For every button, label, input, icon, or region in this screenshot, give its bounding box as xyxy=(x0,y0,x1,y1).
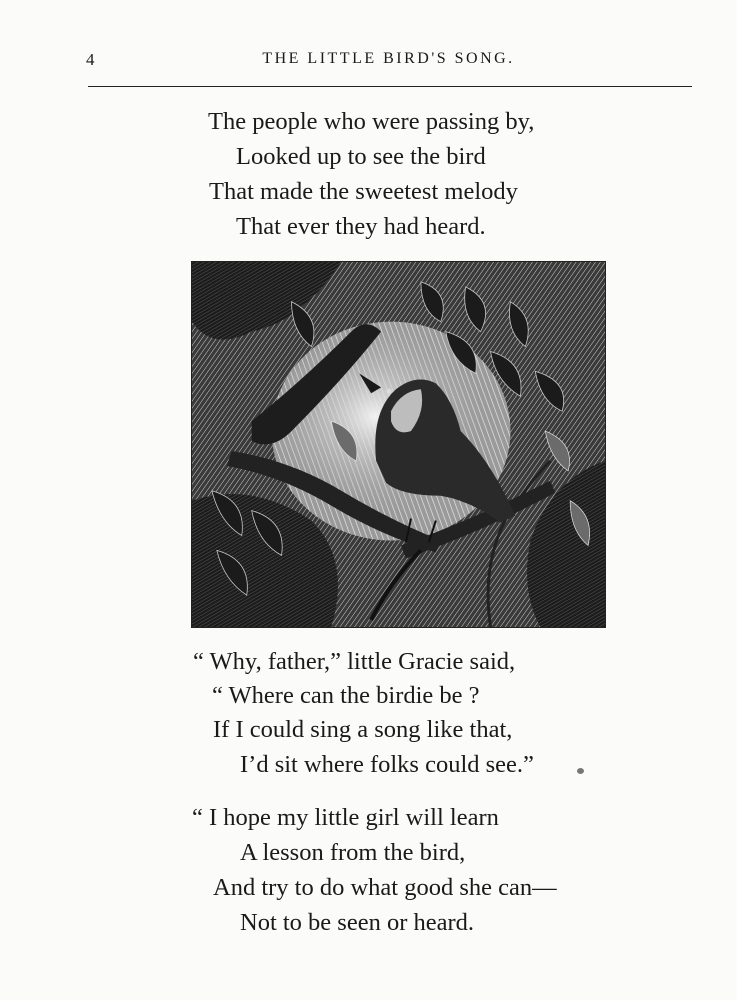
stanza-3-line-2: A lesson from the bird, xyxy=(240,839,466,866)
stanza-3-line-4: Not to be seen or heard. xyxy=(240,909,475,936)
header-rule xyxy=(88,86,692,87)
stanza-2-line-3: If I could sing a song like that, xyxy=(213,716,513,743)
engraving-bird-on-branch-icon xyxy=(192,262,605,627)
bird-engraving-illustration xyxy=(191,261,606,628)
stanza-1-line-2: Looked up to see the bird xyxy=(236,143,486,170)
page-number: 4 xyxy=(86,50,95,69)
running-title: THE LITTLE BIRD'S SONG. xyxy=(262,50,515,67)
stanza-1-line-3: That made the sweetest melody xyxy=(209,178,518,205)
stanza-1-line-1: The people who were passing by, xyxy=(208,108,535,135)
stanza-3-line-1: “ I hope my little girl will learn xyxy=(192,804,499,831)
ink-speck xyxy=(577,768,584,774)
stanza-2-line-1: “ Why, father,” little Gracie said, xyxy=(193,648,516,675)
stanza-2-line-4: I’d sit where folks could see.” xyxy=(240,751,534,778)
stanza-1-line-4: That ever they had heard. xyxy=(236,213,486,240)
stanza-3-line-3: And try to do what good she can— xyxy=(213,874,557,901)
stanza-2-line-2: “ Where can the birdie be ? xyxy=(212,682,480,709)
